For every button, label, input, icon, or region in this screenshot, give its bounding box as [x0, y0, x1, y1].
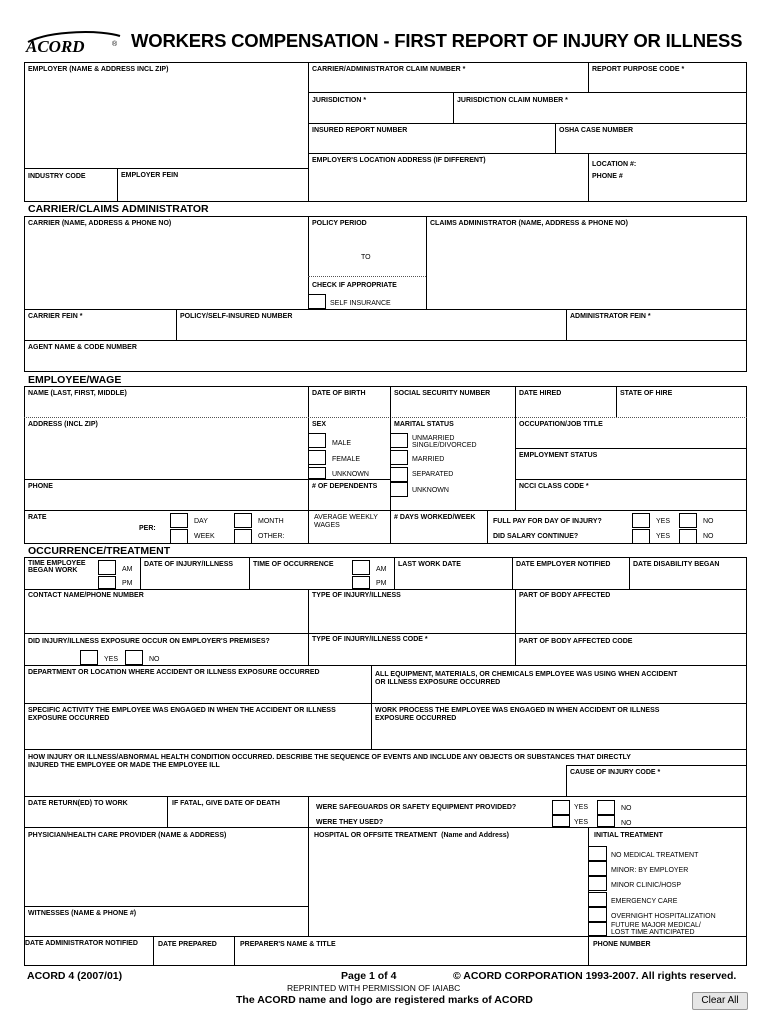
- svg-text:®: ®: [112, 41, 118, 48]
- minor-clinic-checkbox[interactable]: [588, 876, 607, 891]
- carrier-fein-label: CARRIER FEIN *: [28, 313, 83, 320]
- insured-report-label: INSURED REPORT NUMBER: [312, 127, 408, 134]
- full-pay-no-checkbox[interactable]: [679, 513, 697, 528]
- safeguards-yes-label: YES: [574, 804, 589, 811]
- time-occurrence-label: TIME OF OCCURRENCE: [253, 561, 334, 568]
- marital-unknown-label: UNKNOWN: [412, 487, 449, 494]
- jurisdiction-label: JURISDICTION *: [312, 97, 367, 104]
- began-am-label: AM: [122, 566, 133, 573]
- occupation-label: OCCUPATION/JOB TITLE: [519, 421, 603, 428]
- part-body-label: PART OF BODY AFFECTED: [519, 592, 611, 599]
- location-address-label: EMPLOYER'S LOCATION ADDRESS (IF DIFFERENT): [312, 157, 486, 164]
- per-day-label: DAY: [194, 518, 208, 525]
- activity-label-2: EXPOSURE OCCURRED: [28, 715, 110, 722]
- acord-logo: [22, 30, 124, 58]
- overnight-checkbox[interactable]: [588, 907, 607, 922]
- time-began-label-1: TIME EMPLOYEE: [28, 560, 86, 567]
- female-checkbox[interactable]: [308, 450, 326, 465]
- per-week-label: WEEK: [194, 533, 215, 540]
- equipment-label-1: ALL EQUIPMENT, MATERIALS, OR CHEMICALS EMPLOYEE WAS USING WHEN ACCIDENT: [375, 671, 678, 678]
- female-label: FEMALE: [332, 456, 361, 463]
- last-work-label: LAST WORK DATE: [398, 561, 461, 568]
- premises-no-label: NO: [149, 656, 160, 663]
- avg-wages-label: WAGES: [314, 522, 340, 529]
- occurrence-pm-checkbox[interactable]: [352, 576, 370, 589]
- carrier-section-title: CARRIER/CLAIMS ADMINISTRATOR: [28, 203, 209, 215]
- date-disability-label: DATE DISABILITY BEGAN: [633, 561, 720, 568]
- salary-no-label: NO: [703, 533, 714, 540]
- safeguards-yes-checkbox[interactable]: [552, 800, 570, 815]
- date-admin-label: DATE ADMINISTRATOR NOTIFIED: [25, 940, 138, 947]
- report-purpose-label: REPORT PURPOSE CODE *: [592, 66, 685, 73]
- employer-phone-label: PHONE #: [592, 173, 623, 180]
- claims-admin-label: CLAIMS ADMINISTRATOR (NAME, ADDRESS & PHONE NO): [430, 220, 628, 227]
- date-injury-label: DATE OF INJURY/ILLNESS: [144, 561, 234, 568]
- page-title: WORKERS COMPENSATION - FIRST REPORT OF INJURY OR ILLNESS: [131, 30, 743, 51]
- check-appropriate-label: CHECK IF APPROPRIATE: [312, 282, 397, 289]
- department-label: DEPARTMENT OR LOCATION WHERE ACCIDENT OR ILLNESS EXPOSURE OCCURRED: [28, 669, 320, 676]
- avg-weekly-label: AVERAGE WEEKLY: [314, 514, 378, 521]
- used-yes-checkbox[interactable]: [552, 815, 570, 827]
- state-hire-label: STATE OF HIRE: [620, 390, 673, 397]
- single-divorced-label: SINGLE/DIVORCED: [412, 442, 477, 449]
- employer-fein-label: EMPLOYER FEIN: [121, 172, 179, 179]
- male-label: MALE: [332, 440, 352, 447]
- industry-code-label: INDUSTRY CODE: [28, 173, 86, 180]
- cause-code-label: CAUSE OF INJURY CODE *: [570, 769, 661, 776]
- employee-phone-label: PHONE: [28, 483, 53, 490]
- per-month-label: MONTH: [258, 518, 284, 525]
- full-pay-yes-label: YES: [656, 518, 671, 525]
- marital-unknown-checkbox[interactable]: [390, 482, 408, 497]
- equipment-label-2: OR ILLNESS EXPOSURE OCCURRED: [375, 679, 501, 686]
- reprinted-text: REPRINTED WITH PERMISSION OF IAIABC: [287, 983, 461, 993]
- location-number-label: LOCATION #:: [592, 161, 637, 168]
- form-number: ACORD 4 (2007/01): [27, 970, 123, 982]
- premises-label: DID INJURY/ILLNESS EXPOSURE OCCUR ON EMPLOYER'S PREMISES?: [28, 638, 270, 645]
- type-injury-label: TYPE OF INJURY/ILLNESS: [312, 592, 401, 599]
- used-no-checkbox[interactable]: [597, 815, 615, 827]
- witnesses-label: WITNESSES (NAME & PHONE #): [28, 910, 137, 917]
- per-other-label: OTHER:: [258, 533, 285, 540]
- date-notified-label: DATE EMPLOYER NOTIFIED: [516, 561, 611, 568]
- used-yes-label: YES: [574, 819, 589, 826]
- fatal-label: IF FATAL, GIVE DATE OF DEATH: [172, 800, 280, 807]
- safeguards-no-label: NO: [621, 805, 632, 812]
- separated-label: SEPARATED: [412, 471, 454, 478]
- minor-clinic-label: MINOR CLINIC/HOSP: [611, 882, 682, 889]
- married-label: MARRIED: [412, 456, 445, 463]
- overnight-label: OVERNIGHT HOSPITALIZATION: [611, 913, 716, 920]
- type-code-label: TYPE OF INJURY/ILLNESS CODE *: [312, 636, 428, 643]
- date-return-label: DATE RETURN(ED) TO WORK: [28, 800, 128, 807]
- used-label: WERE THEY USED?: [316, 819, 384, 826]
- contact-label: CONTACT NAME/PHONE NUMBER: [28, 592, 144, 599]
- admin-fein-label: ADMINISTRATOR FEIN *: [570, 313, 651, 320]
- self-insurance-label: SELF INSURANCE: [330, 300, 391, 307]
- no-medical-label: NO MEDICAL TREATMENT: [611, 852, 699, 859]
- future-major-label-2: LOST TIME ANTICIPATED: [611, 929, 695, 936]
- safeguards-no-checkbox[interactable]: [597, 800, 615, 815]
- premises-no-checkbox[interactable]: [125, 650, 143, 665]
- page-number: Page 1 of 4: [341, 970, 397, 982]
- occurrence-am-label: AM: [376, 566, 387, 573]
- employee-section-title: EMPLOYEE/WAGE: [28, 374, 122, 386]
- employee-name-label: NAME (LAST, FIRST, MIDDLE): [28, 390, 127, 397]
- ssn-label: SOCIAL SECURITY NUMBER: [394, 390, 491, 397]
- dependents-label: # OF DEPENDENTS: [312, 483, 378, 490]
- hospital-label: HOSPITAL OR OFFSITE TREATMENT (Name and Address): [314, 832, 509, 839]
- minor-employer-label: MINOR: BY EMPLOYER: [611, 867, 689, 874]
- separated-checkbox[interactable]: [390, 467, 408, 482]
- sex-unknown-checkbox[interactable]: [308, 467, 326, 479]
- how-label-1: HOW INJURY OR ILLNESS/ABNORMAL HEALTH CONDITION OCCURRED. DESCRIBE THE SEQUENCE OF EVENTS AND INCLUDE ANY OBJECTS OR SUBSTANCES THAT DIRECTLY: [28, 754, 631, 761]
- marital-label: MARITAL STATUS: [394, 421, 454, 428]
- rate-label: RATE: [28, 514, 47, 521]
- future-major-label-1: FUTURE MAJOR MEDICAL/: [611, 922, 701, 929]
- agent-label: AGENT NAME & CODE NUMBER: [28, 344, 137, 351]
- minor-employer-checkbox[interactable]: [588, 861, 607, 876]
- dob-label: DATE OF BIRTH: [312, 390, 366, 397]
- ncci-label: NCCI CLASS CODE *: [519, 483, 589, 490]
- emergency-label: EMERGENCY CARE: [611, 898, 678, 905]
- future-major-checkbox[interactable]: [588, 922, 607, 936]
- svg-text:ACORD: ACORD: [26, 37, 85, 56]
- unmarried-checkbox[interactable]: [390, 433, 408, 448]
- initial-treatment-label: INITIAL TREATMENT: [594, 832, 663, 839]
- process-label-1: WORK PROCESS THE EMPLOYEE WAS ENGAGED IN WHEN ACCIDENT OR ILLNESS: [375, 707, 660, 714]
- salary-continue-label: DID SALARY CONTINUE?: [493, 533, 579, 540]
- occurrence-pm-label: PM: [376, 580, 387, 587]
- per-other-checkbox[interactable]: [234, 529, 252, 544]
- process-label-2: EXPOSURE OCCURRED: [375, 715, 457, 722]
- occurrence-am-checkbox[interactable]: [352, 560, 370, 575]
- full-pay-yes-checkbox[interactable]: [632, 513, 650, 528]
- married-checkbox[interactable]: [390, 450, 408, 465]
- used-no-label: NO: [621, 820, 632, 827]
- carrier-claim-label: CARRIER/ADMINISTRATOR CLAIM NUMBER *: [312, 66, 466, 73]
- activity-label-1: SPECIFIC ACTIVITY THE EMPLOYEE WAS ENGAGED IN WHEN THE ACCIDENT OR ILLNESS: [28, 707, 336, 714]
- date-hired-label: DATE HIRED: [519, 390, 562, 397]
- part-code-label: PART OF BODY AFFECTED CODE: [519, 638, 633, 645]
- salary-yes-checkbox[interactable]: [632, 529, 650, 544]
- phone-number-label: PHONE NUMBER: [593, 941, 651, 948]
- policy-to-label: TO: [361, 254, 371, 261]
- began-pm-label: PM: [122, 580, 133, 587]
- full-pay-label: FULL PAY FOR DAY OF INJURY?: [493, 518, 602, 525]
- salary-no-checkbox[interactable]: [679, 529, 697, 544]
- per-month-checkbox[interactable]: [234, 513, 252, 528]
- preparer-label: PREPARER'S NAME & TITLE: [240, 941, 336, 948]
- osha-case-label: OSHA CASE NUMBER: [559, 127, 634, 134]
- unmarried-label: UNMARRIED: [412, 435, 455, 442]
- full-pay-no-label: NO: [703, 518, 714, 525]
- employer-name-label: EMPLOYER (NAME & ADDRESS INCL ZIP): [28, 66, 169, 73]
- safeguards-label: WERE SAFEGUARDS OR SAFETY EQUIPMENT PROVIDED?: [316, 804, 517, 811]
- policy-period-label: POLICY PERIOD: [312, 220, 367, 227]
- male-checkbox[interactable]: [308, 433, 326, 448]
- occurrence-section-title: OCCURRENCE/TREATMENT: [28, 545, 171, 557]
- per-week-checkbox[interactable]: [170, 529, 188, 544]
- sex-label: SEX: [312, 421, 327, 428]
- began-pm-checkbox[interactable]: [98, 576, 116, 589]
- registered-marks-text: The ACORD name and logo are registered marks of ACORD: [236, 994, 533, 1006]
- salary-yes-label: YES: [656, 533, 671, 540]
- physician-label: PHYSICIAN/HEALTH CARE PROVIDER (NAME & ADDRESS): [28, 832, 227, 839]
- clear-all-button[interactable]: Clear All: [692, 992, 748, 1010]
- no-medical-checkbox[interactable]: [588, 846, 607, 861]
- per-label: PER:: [139, 525, 156, 532]
- days-worked-label: # DAYS WORKED/WEEK: [394, 514, 476, 521]
- emergency-checkbox[interactable]: [588, 892, 607, 907]
- address-label: ADDRESS (INCL ZIP): [28, 421, 98, 428]
- self-insurance-checkbox[interactable]: [308, 294, 326, 309]
- policy-number-label: POLICY/SELF-INSURED NUMBER: [180, 313, 293, 320]
- per-day-checkbox[interactable]: [170, 513, 188, 528]
- time-began-label-2: BEGAN WORK: [28, 567, 78, 574]
- date-prepared-label: DATE PREPARED: [158, 941, 217, 948]
- how-label-2: INJURED THE EMPLOYEE OR MADE THE EMPLOYEE ILL: [28, 762, 220, 769]
- employment-status-label: EMPLOYMENT STATUS: [519, 452, 598, 459]
- premises-yes-label: YES: [104, 656, 119, 663]
- carrier-name-label: CARRIER (NAME, ADDRESS & PHONE NO): [28, 220, 172, 227]
- copyright-text: © ACORD CORPORATION 1993-2007. All rights reserved.: [453, 970, 737, 982]
- premises-yes-checkbox[interactable]: [80, 650, 98, 665]
- began-am-checkbox[interactable]: [98, 560, 116, 575]
- sex-unknown-label: UNKNOWN: [332, 471, 369, 478]
- jurisdiction-claim-label: JURISDICTION CLAIM NUMBER *: [457, 97, 568, 104]
